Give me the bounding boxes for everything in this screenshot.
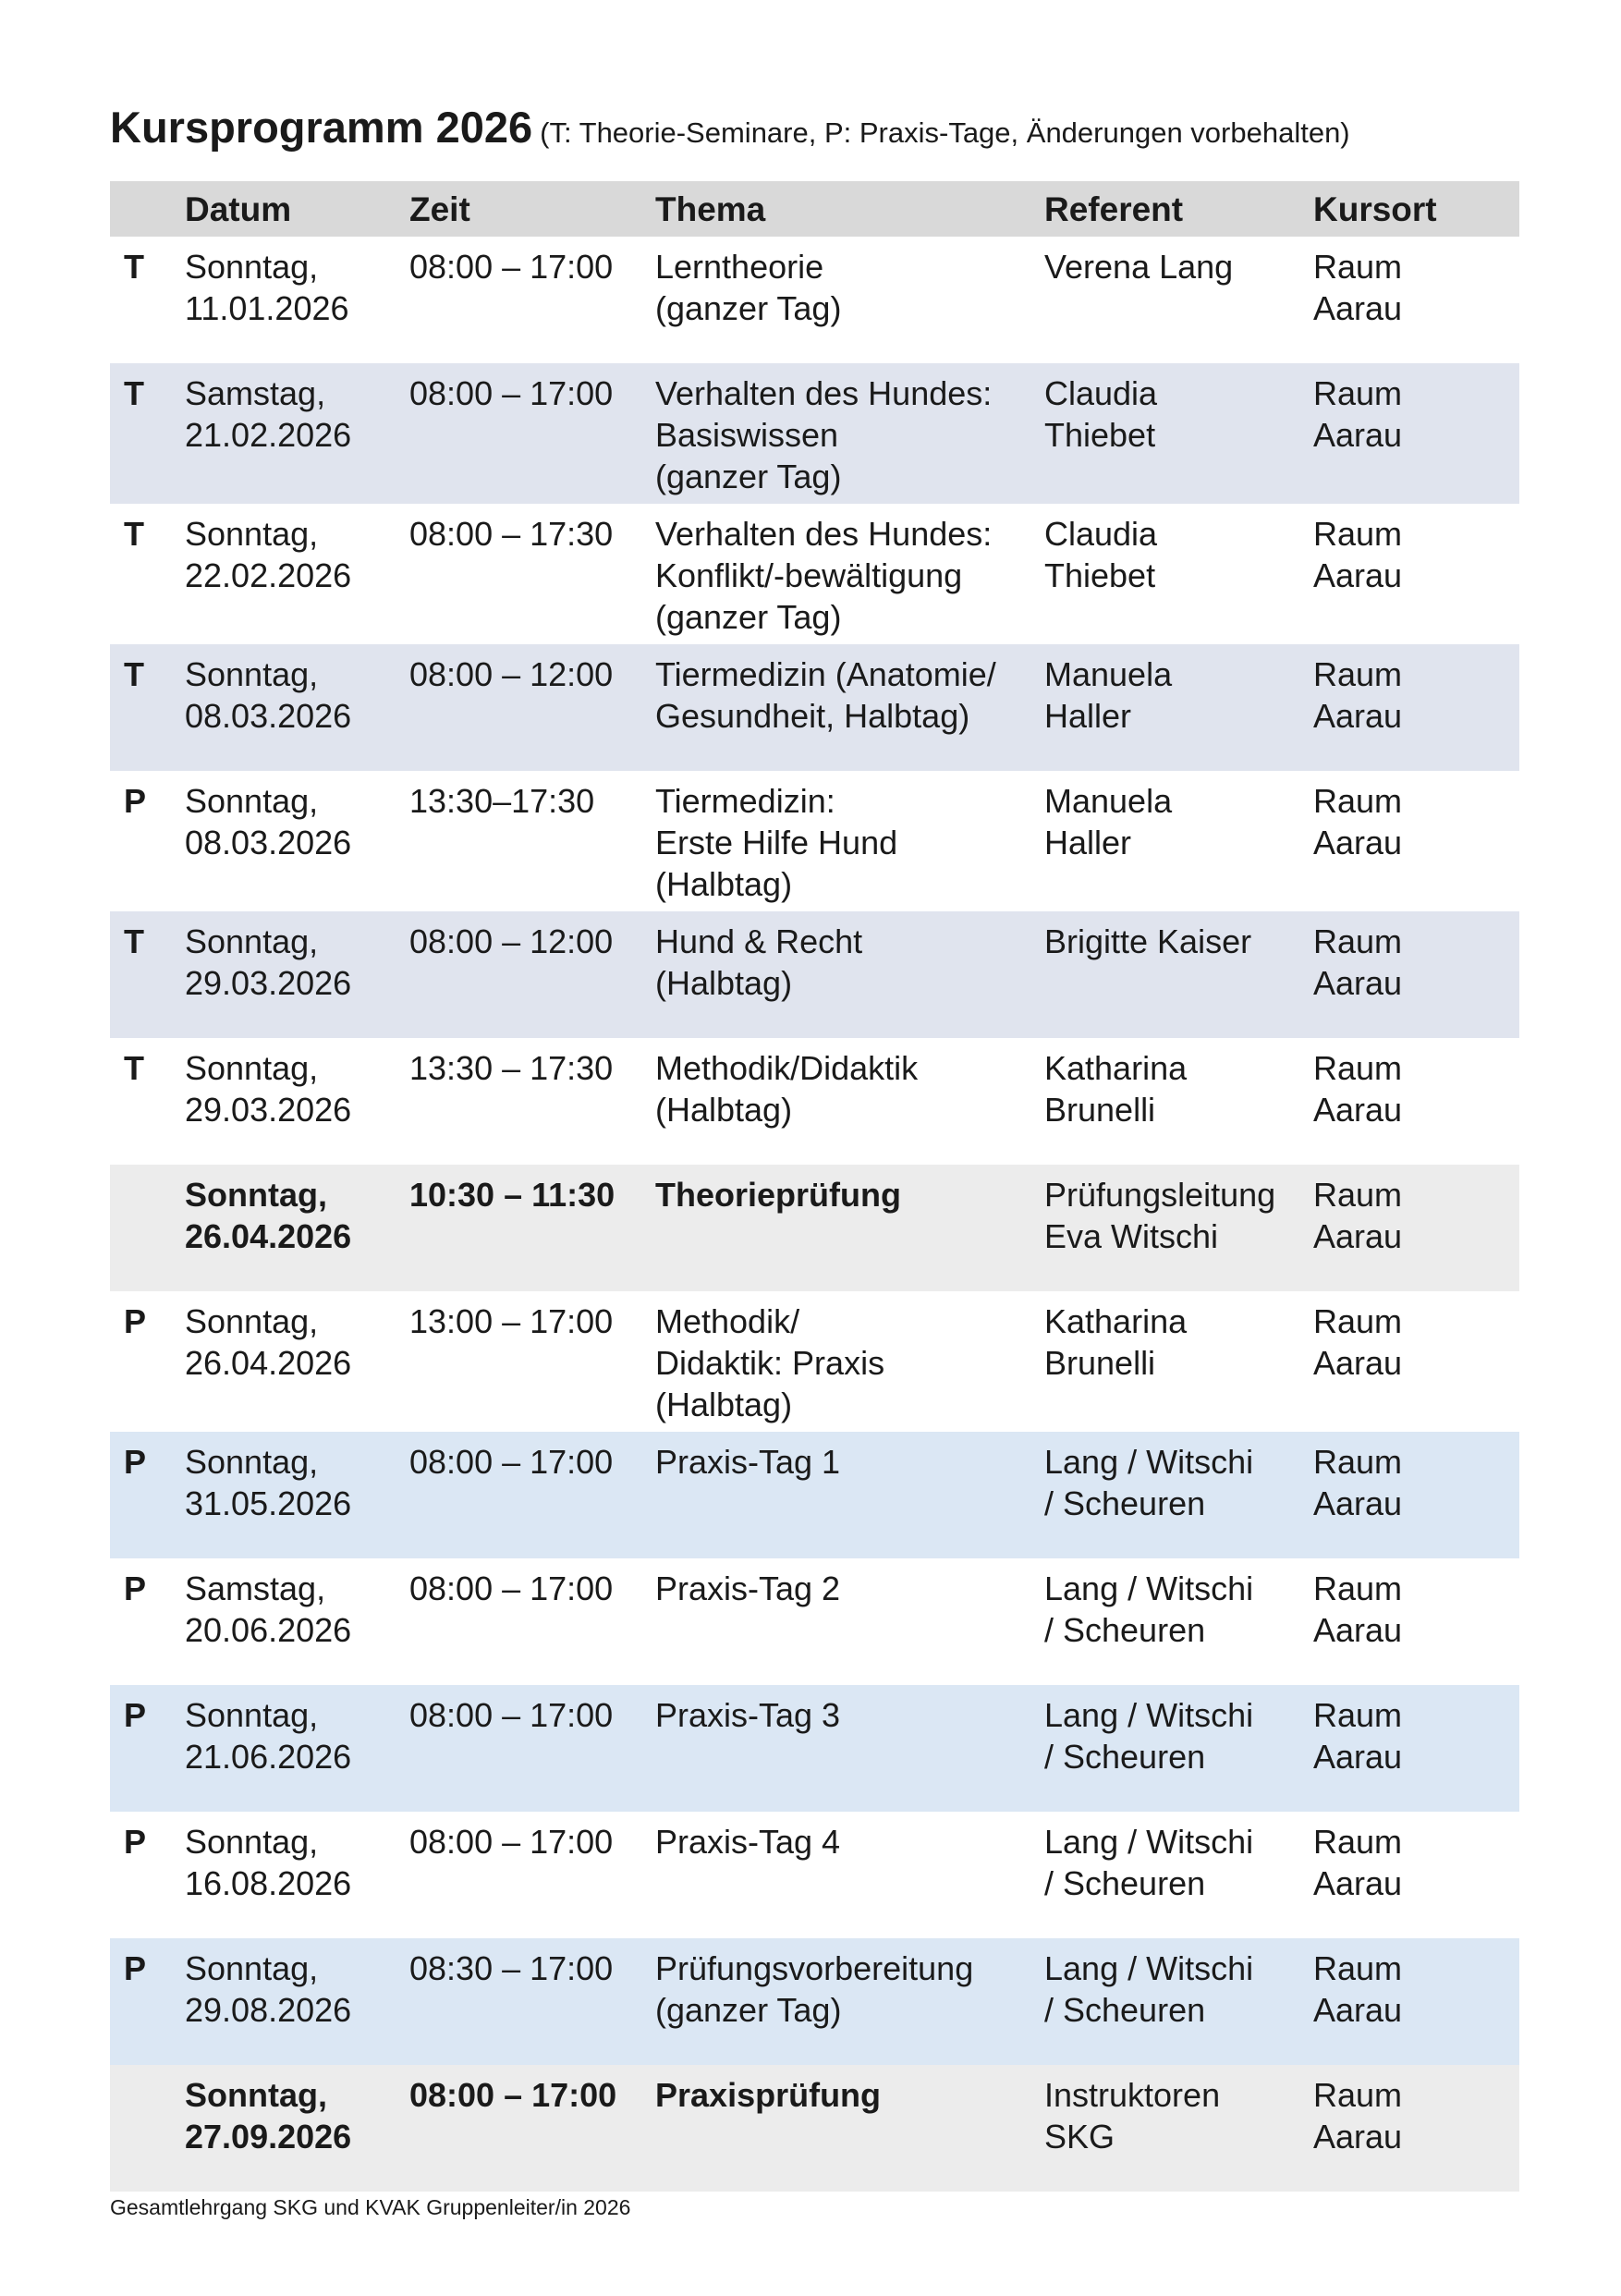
cell-thema: Praxis-Tag 2 (655, 1558, 1044, 1685)
cell-type: P (110, 771, 185, 911)
cell-thema: Praxisprüfung (655, 2065, 1044, 2192)
cell-referent: Manuela Haller (1044, 771, 1313, 911)
cell-referent: Lang / Witschi / Scheuren (1044, 1812, 1313, 1938)
cell-type: P (110, 1432, 185, 1558)
cell-referent: Claudia Thiebet (1044, 363, 1313, 504)
cell-thema: Tiermedizin (Anatomie/ Gesundheit, Halbtag) (655, 644, 1044, 771)
cell-type: T (110, 363, 185, 504)
cell-thema: Tiermedizin: Erste Hilfe Hund (Halbtag) (655, 771, 1044, 911)
table-row (110, 911, 1519, 1038)
cell-referent: Manuela Haller (1044, 644, 1313, 771)
header-zeit: Zeit (409, 181, 655, 237)
table-row (110, 237, 1519, 363)
cell-kursort: Raum Aarau (1313, 363, 1519, 504)
table-row (110, 363, 1519, 504)
footer-note: Gesamtlehrgang SKG und KVAK Gruppenleiter/in 2026 (110, 2195, 631, 2219)
cell-datum: Sonntag, 21.06.2026 (185, 1685, 409, 1812)
cell-kursort: Raum Aarau (1313, 1938, 1519, 2065)
cell-referent: Lang / Witschi / Scheuren (1044, 1685, 1313, 1812)
cell-referent: Lang / Witschi / Scheuren (1044, 1432, 1313, 1558)
cell-type: T (110, 237, 185, 363)
cell-thema: Verhalten des Hundes: Konflikt/-bewältigung (ganzer Tag) (655, 504, 1044, 644)
header-kursort: Kursort (1313, 181, 1519, 237)
cell-kursort: Raum Aarau (1313, 504, 1519, 644)
cell-referent: Instruktoren SKG (1044, 2065, 1313, 2192)
cell-referent: Lang / Witschi / Scheuren (1044, 1938, 1313, 2065)
cell-datum: Sonntag, 29.03.2026 (185, 1038, 409, 1165)
cell-type: T (110, 504, 185, 644)
cell-kursort: Raum Aarau (1313, 911, 1519, 1038)
table-row (110, 1291, 1519, 1432)
cell-zeit: 08:00 – 12:00 (409, 911, 655, 1038)
cell-zeit: 08:00 – 17:00 (409, 2065, 655, 2192)
cell-kursort: Raum Aarau (1313, 771, 1519, 911)
cell-thema: Praxis-Tag 1 (655, 1432, 1044, 1558)
cell-referent: Lang / Witschi / Scheuren (1044, 1558, 1313, 1685)
title-subtitle: (T: Theorie-Seminare, P: Praxis-Tage, Änderungen vorbehalten) (540, 116, 1350, 149)
cell-thema: Praxis-Tag 4 (655, 1812, 1044, 1938)
header-thema: Thema (655, 181, 1044, 237)
table-body (110, 237, 1519, 2192)
cell-datum: Samstag, 20.06.2026 (185, 1558, 409, 1685)
cell-datum: Sonntag, 31.05.2026 (185, 1432, 409, 1558)
cell-datum: Sonntag, 08.03.2026 (185, 771, 409, 911)
cell-datum: Sonntag, 22.02.2026 (185, 504, 409, 644)
cell-referent: Prüfungsleitung Eva Witschi (1044, 1165, 1313, 1291)
course-schedule-table (110, 181, 1519, 2192)
cell-kursort: Raum Aarau (1313, 1685, 1519, 1812)
cell-type: P (110, 1938, 185, 2065)
cell-zeit: 08:00 – 17:00 (409, 1432, 655, 1558)
cell-type: P (110, 1291, 185, 1432)
cell-zeit: 10:30 – 11:30 (409, 1165, 655, 1291)
cell-zeit: 08:00 – 17:00 (409, 363, 655, 504)
cell-kursort: Raum Aarau (1313, 644, 1519, 771)
cell-zeit: 08:00 – 17:00 (409, 1558, 655, 1685)
table-row (110, 644, 1519, 771)
cell-thema: Methodik/Didaktik (Halbtag) (655, 1038, 1044, 1165)
cell-type: P (110, 1812, 185, 1938)
cell-kursort: Raum Aarau (1313, 1432, 1519, 1558)
cell-type: T (110, 644, 185, 771)
cell-zeit: 13:30–17:30 (409, 771, 655, 911)
table-row (110, 1038, 1519, 1165)
cell-type: P (110, 1558, 185, 1685)
cell-datum: Sonntag, 26.04.2026 (185, 1165, 409, 1291)
cell-zeit: 13:00 – 17:00 (409, 1291, 655, 1432)
cell-thema: Verhalten des Hundes: Basiswissen (ganzer Tag) (655, 363, 1044, 504)
cell-kursort: Raum Aarau (1313, 237, 1519, 363)
header-datum: Datum (185, 181, 409, 237)
cell-type (110, 1165, 185, 1291)
cell-type: T (110, 1038, 185, 1165)
cell-kursort: Raum Aarau (1313, 1165, 1519, 1291)
cell-referent: Brigitte Kaiser (1044, 911, 1313, 1038)
table-row (110, 1432, 1519, 1558)
cell-zeit: 08:00 – 17:30 (409, 504, 655, 644)
cell-zeit: 08:30 – 17:00 (409, 1938, 655, 2065)
title-main: Kursprogramm 2026 (110, 103, 533, 152)
cell-referent: Katharina Brunelli (1044, 1038, 1313, 1165)
cell-zeit: 08:00 – 17:00 (409, 237, 655, 363)
table-row (110, 1938, 1519, 2065)
cell-thema: Lerntheorie (ganzer Tag) (655, 237, 1044, 363)
cell-datum: Sonntag, 29.03.2026 (185, 911, 409, 1038)
table-row (110, 1812, 1519, 1938)
cell-referent: Claudia Thiebet (1044, 504, 1313, 644)
cell-zeit: 13:30 – 17:30 (409, 1038, 655, 1165)
table-row (110, 1558, 1519, 1685)
table-row (110, 504, 1519, 644)
cell-zeit: 08:00 – 17:00 (409, 1685, 655, 1812)
header-type (110, 181, 185, 237)
cell-thema: Methodik/ Didaktik: Praxis (Halbtag) (655, 1291, 1044, 1432)
cell-zeit: 08:00 – 12:00 (409, 644, 655, 771)
page-title (110, 102, 1350, 153)
cell-thema: Hund & Recht (Halbtag) (655, 911, 1044, 1038)
cell-datum: Sonntag, 16.08.2026 (185, 1812, 409, 1938)
table-row (110, 771, 1519, 911)
cell-datum: Sonntag, 08.03.2026 (185, 644, 409, 771)
table-row (110, 1685, 1519, 1812)
header-referent: Referent (1044, 181, 1313, 237)
cell-datum: Sonntag, 26.04.2026 (185, 1291, 409, 1432)
table-row (110, 1165, 1519, 1291)
cell-datum: Sonntag, 27.09.2026 (185, 2065, 409, 2192)
cell-kursort: Raum Aarau (1313, 1291, 1519, 1432)
cell-zeit: 08:00 – 17:00 (409, 1812, 655, 1938)
cell-datum: Samstag, 21.02.2026 (185, 363, 409, 504)
cell-datum: Sonntag, 11.01.2026 (185, 237, 409, 363)
cell-kursort: Raum Aarau (1313, 2065, 1519, 2192)
cell-thema: Theorieprüfung (655, 1165, 1044, 1291)
cell-datum: Sonntag, 29.08.2026 (185, 1938, 409, 2065)
cell-type: T (110, 911, 185, 1038)
table-header-row (110, 181, 1519, 237)
cell-thema: Prüfungsvorbereitung (ganzer Tag) (655, 1938, 1044, 2065)
cell-referent: Verena Lang (1044, 237, 1313, 363)
table-row (110, 2065, 1519, 2192)
cell-kursort: Raum Aarau (1313, 1558, 1519, 1685)
cell-thema: Praxis-Tag 3 (655, 1685, 1044, 1812)
cell-kursort: Raum Aarau (1313, 1812, 1519, 1938)
cell-type: P (110, 1685, 185, 1812)
cell-kursort: Raum Aarau (1313, 1038, 1519, 1165)
cell-referent: Katharina Brunelli (1044, 1291, 1313, 1432)
cell-type (110, 2065, 185, 2192)
